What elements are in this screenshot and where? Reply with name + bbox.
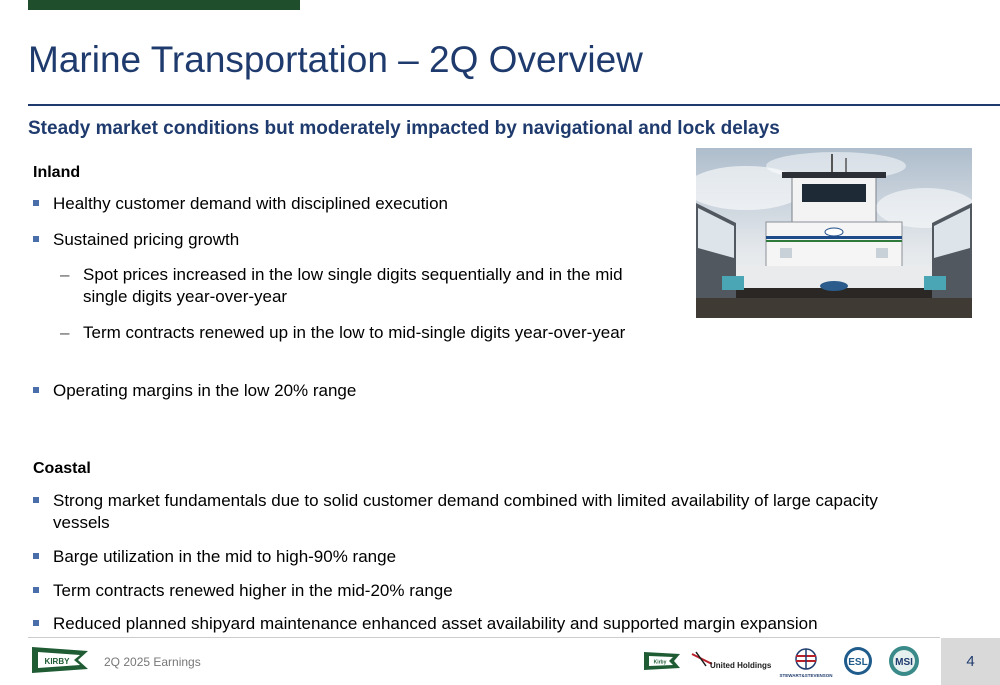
stewart-stevenson-logo: [779, 649, 832, 678]
svg-text:Kirby: Kirby: [653, 659, 667, 666]
bullet-marker-icon: [33, 620, 39, 626]
coastal-heading: Coastal: [33, 460, 91, 477]
page-number: 4: [966, 653, 975, 670]
coastal-bullet-2: Barge utilization in the mid to high-90% range: [33, 546, 933, 568]
inland-sub-bullet-2: – Term contracts renewed up in the low to mid-single digits year-over-year: [60, 323, 626, 342]
united-holdings-logo: [692, 652, 772, 670]
brand-logos: [640, 642, 932, 680]
svg-text:STEWART&STEVENSON: STEWART&STEVENSON: [779, 673, 833, 678]
page-number-box: [941, 638, 1000, 685]
bullet-marker-icon: [33, 236, 39, 242]
esl-logo: [844, 647, 872, 675]
title-divider: [28, 104, 1000, 106]
bullet-marker-icon: [33, 387, 39, 393]
svg-text:United Holdings: United Holdings: [710, 661, 772, 670]
top-accent-bar: [28, 0, 300, 10]
bullet-marker-icon: [33, 553, 39, 559]
dash-marker-icon: –: [60, 323, 70, 342]
svg-text:ESL: ESL: [848, 657, 868, 668]
bullet-marker-icon: [33, 587, 39, 593]
inland-bullet-1: Healthy customer demand with disciplined execution: [33, 193, 673, 215]
inland-sub-bullet-1: – Spot prices increased in the low single digits sequentially and in the mid single digits year-over-year: [60, 265, 623, 306]
kirby-flag-logo: [644, 652, 680, 670]
coastal-bullet-1: Strong market fundamentals due to solid customer demand combined with limited availability of large capacity vessels: [33, 490, 933, 534]
towboat-photo: [696, 148, 972, 318]
inland-bullet-2: Sustained pricing growth: [33, 229, 673, 251]
footer-divider: [28, 637, 940, 638]
msi-logo: [889, 646, 919, 676]
bullet-marker-icon: [33, 200, 39, 206]
svg-text:MSI: MSI: [895, 657, 913, 668]
inland-bullet-3: Operating margins in the low 20% range: [33, 380, 673, 402]
page-subtitle: Steady market conditions but moderately impacted by navigational and lock delays: [28, 118, 780, 139]
kirby-logo: [30, 641, 92, 679]
bullet-marker-icon: [33, 497, 39, 503]
footer-label: 2Q 2025 Earnings: [104, 655, 201, 669]
coastal-bullet-4: Reduced planned shipyard maintenance enhanced asset availability and supported margin expansion: [33, 613, 943, 635]
page-title: Marine Transportation – 2Q Overview: [28, 39, 643, 80]
coastal-bullet-3: Term contracts renewed higher in the mid-20% range: [33, 580, 933, 602]
inland-heading: Inland: [33, 164, 81, 181]
kirby-logo-text: KIRBY: [44, 657, 70, 666]
dash-marker-icon: –: [60, 265, 70, 284]
